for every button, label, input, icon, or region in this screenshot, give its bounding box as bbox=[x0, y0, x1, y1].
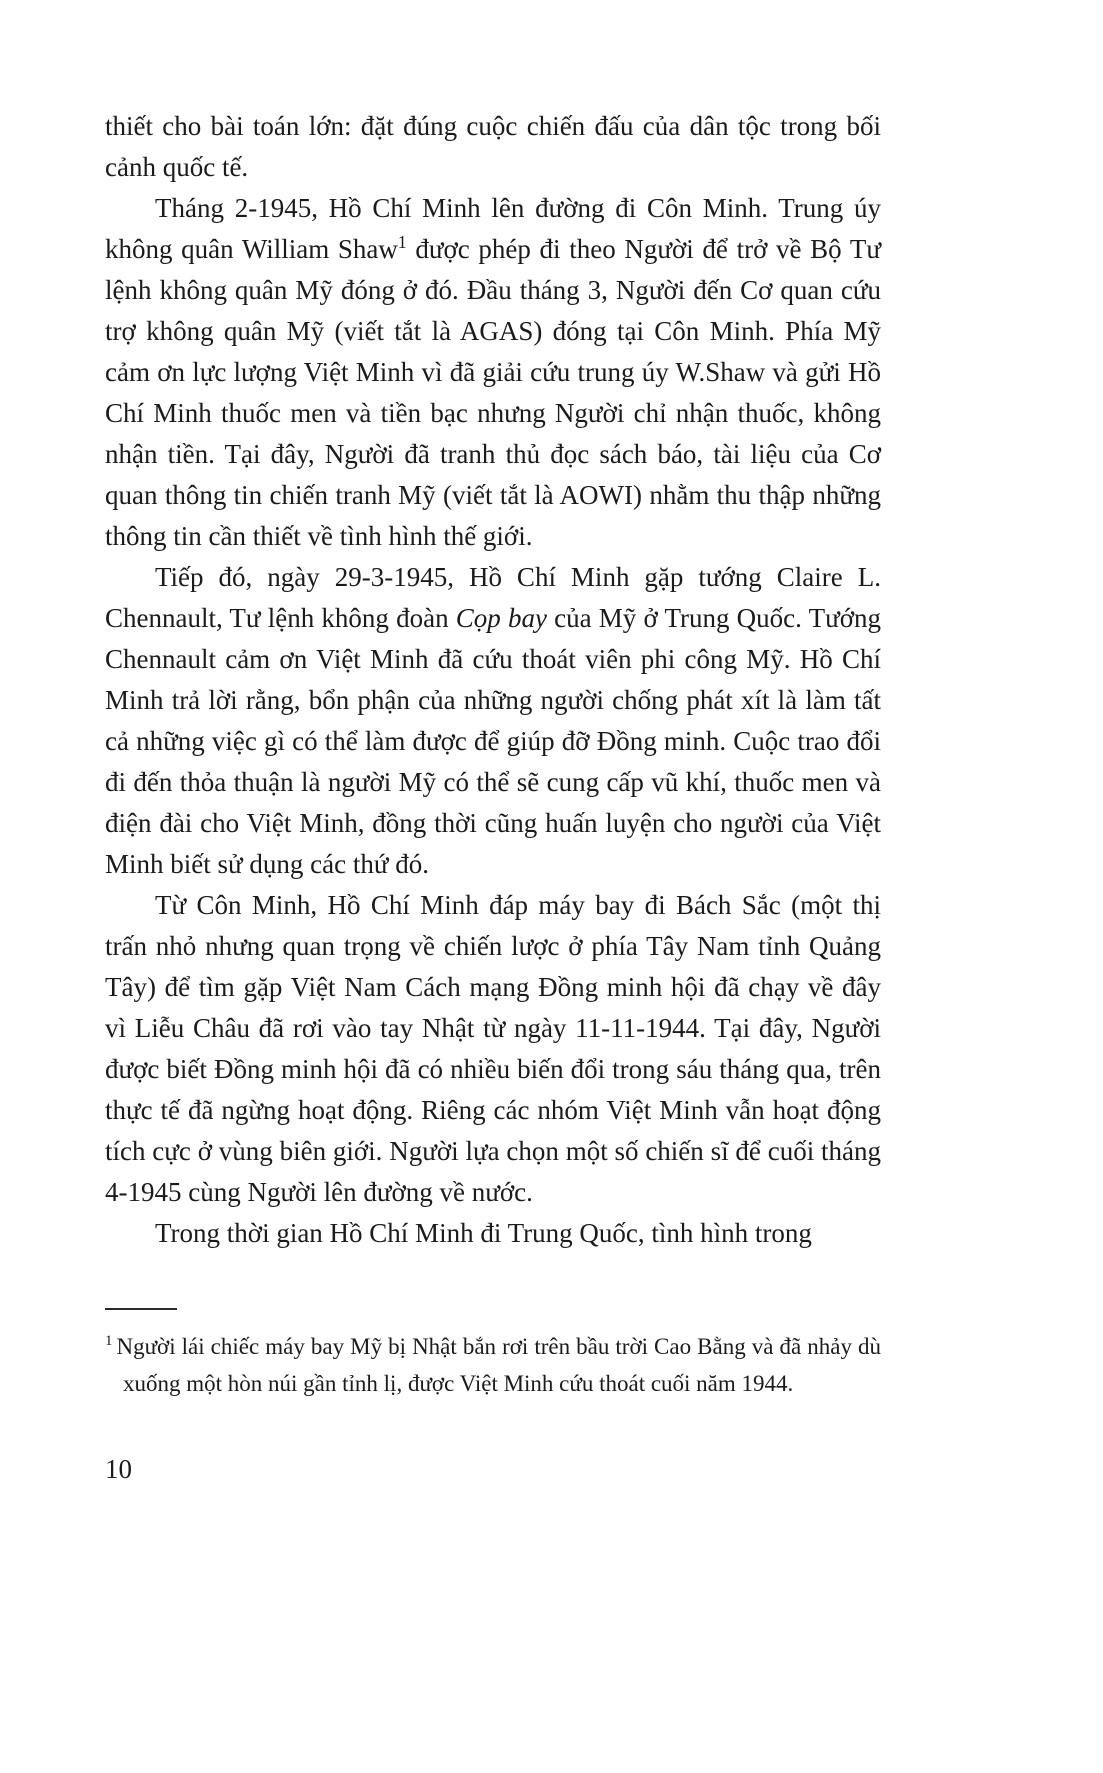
paragraph-text: Trong thời gian Hồ Chí Minh đi Trung Quốc, tình hình trong bbox=[155, 1218, 812, 1248]
footnote-reference-marker: 1 bbox=[397, 232, 407, 252]
page-body bbox=[105, 106, 881, 1254]
paragraph bbox=[105, 188, 881, 557]
footnote-separator bbox=[105, 1308, 177, 1310]
paragraph bbox=[105, 885, 881, 1213]
paragraph-text: thiết cho bài toán lớn: đặt đúng cuộc chiến đấu của dân tộc trong bối cảnh quốc tế. bbox=[105, 111, 881, 182]
paragraph bbox=[105, 557, 881, 885]
page-number: 10 bbox=[105, 1454, 132, 1484]
italic-phrase: Cọp bay bbox=[455, 603, 547, 633]
paragraph-text: Từ Côn Minh, Hồ Chí Minh đáp máy bay đi Bách Sắc (một thị trấn nhỏ nhưng quan trọng về chiến lược ở phía Tây Nam tỉnh Quảng Tây) để tìm gặp Việt Nam Cách mạng Đồng minh hội đã chạy về đây vì Liễu Châu đã rơi vào tay Nhật từ ngày 11-11-1944. Tại đây, Người được biết Đồng minh hội đã có nhiều biến đổi trong sáu tháng qua, trên thực tế đã ngừng hoạt động. Riêng các nhóm Việt Minh vẫn hoạt động tích cực ở vùng biên giới. Người lựa chọn một số chiến sĩ để cuối tháng 4-1945 cùng Người lên đường về nước. bbox=[105, 890, 881, 1207]
paragraph bbox=[105, 106, 881, 188]
paragraph-text: Tiếp đó, ngày 29-3-1945, Hồ Chí Minh gặp tướng Claire L. Chennault, Tư lệnh không đoàn bbox=[105, 562, 881, 633]
paragraph-text: được phép đi theo Người để trở về Bộ Tư lệnh không quân Mỹ đóng ở đó. Đầu tháng 3, Người đến Cơ quan cứu trợ không quân Mỹ (viết tắt là AGAS) đóng tại Côn Minh. Phía Mỹ cảm ơn lực lượng Việt Minh vì đã giải cứu trung úy W.Shaw và gửi Hồ Chí Minh thuốc men và tiền bạc nhưng Người chỉ nhận thuốc, không nhận tiền. Tại đây, Người đã tranh thủ đọc sách báo, tài liệu của Cơ quan thông tin chiến tranh Mỹ (viết tắt là AOWI) nhằm thu thập những thông tin cần thiết về tình hình thế giới. bbox=[105, 234, 881, 551]
paragraph-text: Tháng 2-1945, Hồ Chí Minh lên đường đi Côn Minh. Trung úy không quân William Shaw bbox=[105, 193, 881, 264]
footnote bbox=[105, 1328, 881, 1402]
paragraph bbox=[105, 1213, 881, 1254]
footnote-marker: 1 bbox=[105, 1333, 113, 1350]
footnote-text: Người lái chiếc máy bay Mỹ bị Nhật bắn rơi trên bầu trời Cao Bằng và đã nhảy dù xuống một hòn núi gần tỉnh lị, được Việt Minh cứu thoát cuối năm 1944. bbox=[116, 1334, 881, 1396]
paragraph-text: của Mỹ ở Trung Quốc. Tướng Chennault cảm ơn Việt Minh đã cứu thoát viên phi công Mỹ. Hồ Chí Minh trả lời rằng, bổn phận của những người chống phát xít là làm tất cả những việc gì có thể làm được để giúp đỡ Đồng minh. Cuộc trao đổi đi đến thỏa thuận là người Mỹ có thể sẽ cung cấp vũ khí, thuốc men và điện đài cho Việt Minh, đồng thời cũng huấn luyện cho người của Việt Minh biết sử dụng các thứ đó. bbox=[105, 603, 882, 879]
